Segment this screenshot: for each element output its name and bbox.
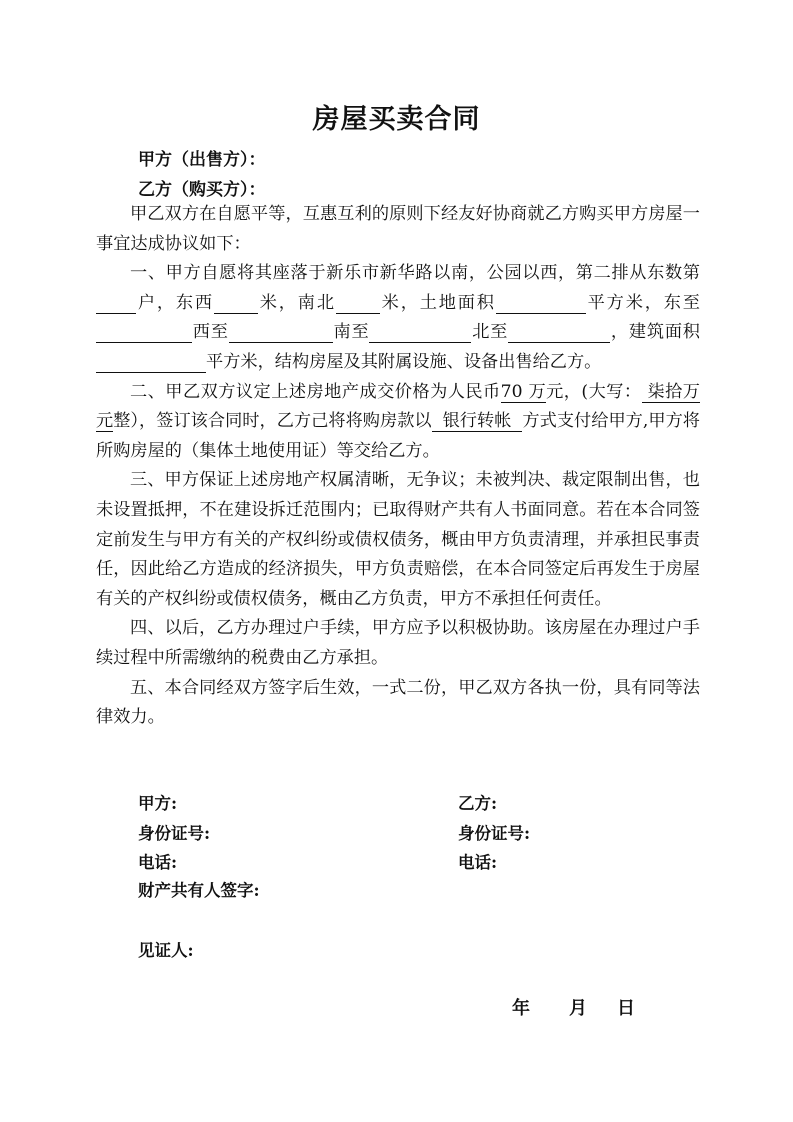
clause-2-text-b: 元，(大写： <box>546 381 642 402</box>
clause-2 <box>96 378 700 467</box>
clause-3: 三、甲方保证上述房地产权属清晰，无争议；未被判决、裁定限制出售，也未设置抵押，不在建设拆迁范围内；已取得财产共有人书面同意。若在本合同签定前发生与甲方有关的产权纠纷或债权债务，概由甲方负责清理，并承担民事责任，因此给乙方造成的经济损失，甲方负责赔偿，在本合同签定后再发生于房屋有关的产权纠纷或债权债务，概由乙方负责，甲方不承担任何责任。 <box>96 470 700 609</box>
clause-2-text-c: 整），签订该合同时，乙方己将将购房款以 <box>113 411 432 432</box>
date-year: 年 <box>512 998 530 1019</box>
clause-1-text-b: 户，东西 <box>136 292 214 313</box>
witness-label: 见证人: <box>138 941 194 960</box>
clause-1-text-d: 米，土地面积 <box>379 292 496 313</box>
clause-1-text-e: 平方米，东至 <box>585 292 700 313</box>
south-boundary-blank <box>369 323 471 343</box>
party-a-signature-label: 甲方: <box>138 794 178 813</box>
land-area-blank <box>496 294 586 314</box>
north-south-length-blank <box>336 294 380 314</box>
clause-5: 五、本合同经双方签字后生效，一式二份，甲乙双方各执一份，具有同等法律效力。 <box>96 677 700 728</box>
party-b-id-label: 身份证号: <box>458 824 531 843</box>
co-owner-signature-label: 财产共有人签字: <box>138 881 260 900</box>
clause-1 <box>96 259 700 377</box>
building-area-blank <box>96 353 206 373</box>
intro-paragraph: 甲乙双方在自愿平等，互惠互利的原则下经友好协商就乙方购买甲方房屋一事宜达成协议如下： <box>96 204 700 254</box>
clause-1-text-g: 南至 <box>332 322 370 343</box>
payment-method: 银行转帐 <box>431 411 523 432</box>
clause-2-text-a: 二、甲乙双方议定上述房地产成交价格为人民币 <box>130 381 501 402</box>
price-in-words: 柒拾万元 <box>96 381 700 432</box>
contract-body <box>96 200 700 733</box>
party-a-label: 甲方（出售方）： <box>138 150 266 170</box>
west-boundary-blank <box>229 323 333 343</box>
clause-2-text-d: 方式支付给甲方,甲方将所购房屋的（集体土地使用证）等交给乙方。 <box>96 411 700 461</box>
east-west-length-blank <box>214 294 258 314</box>
clause-1-text-c: 米，南北 <box>257 292 336 313</box>
date-day: 日 <box>617 998 635 1019</box>
party-b-label: 乙方（购买方）： <box>138 180 266 200</box>
clause-1-text-a: 一、甲方自愿将其座落于新乐市新华路以南，公园以西，第二排从东数第 <box>130 263 700 284</box>
document-title: 房屋买卖合同 <box>312 104 481 135</box>
party-a-id-label: 身份证号: <box>138 824 211 843</box>
east-boundary-blank <box>96 323 192 343</box>
clause-1-text-h: 北至 <box>471 322 509 343</box>
household-number-blank <box>96 294 136 314</box>
clause-1-text-j: 平方米，结构房屋及其附属设施、设备出售给乙方。 <box>206 351 602 372</box>
party-b-signature-label: 乙方: <box>458 794 498 813</box>
clause-1-text-f: 西至 <box>192 322 229 343</box>
date-month: 月 <box>569 998 587 1019</box>
clause-1-text-i: ，建筑面积 <box>610 322 700 343</box>
party-b-phone-label: 电话: <box>458 853 498 872</box>
north-boundary-blank <box>508 323 610 343</box>
price-amount: 70 万 <box>500 381 547 402</box>
clause-4: 四、以后，乙方办理过户手续，甲方应予以积极协助。该房屋在办理过户手续过程中所需缴纳的税费由乙方承担。 <box>96 618 700 668</box>
party-a-phone-label: 电话: <box>138 853 178 872</box>
